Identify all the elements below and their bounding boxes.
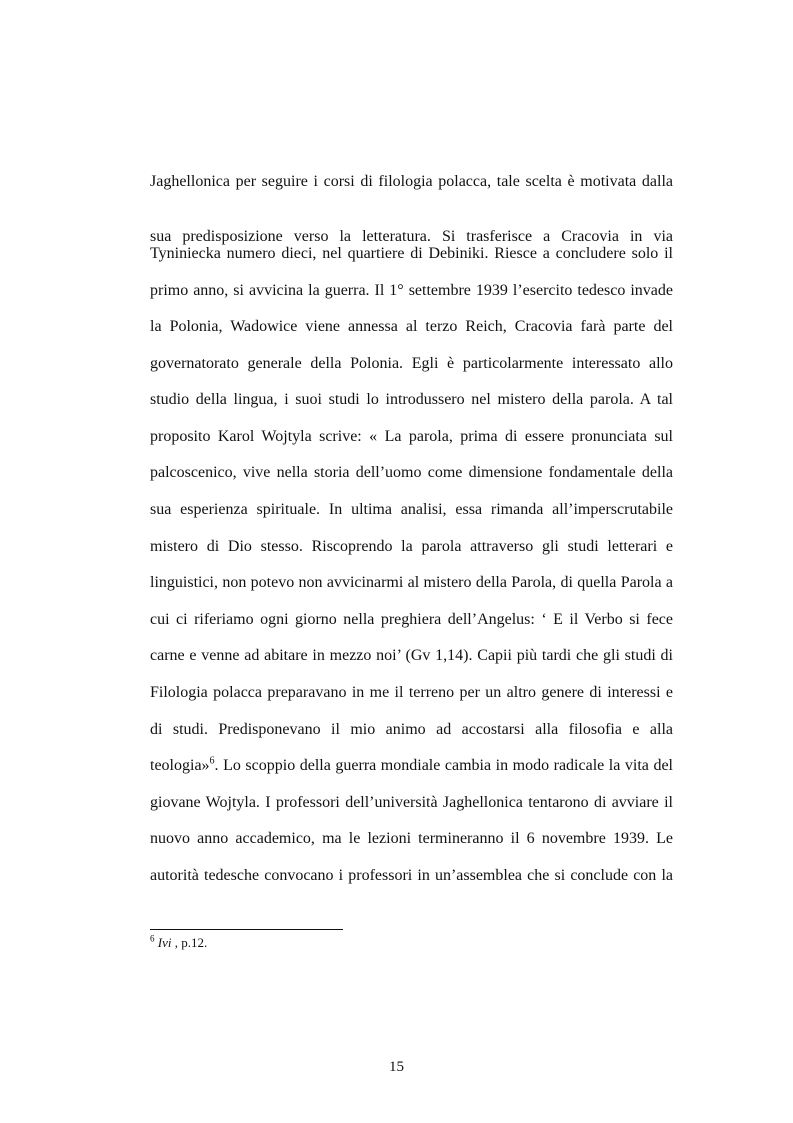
text-line: primo anno, si avvicina la guerra. Il 1° settembre 1939 l’esercito tedesco invade (150, 282, 673, 299)
text-line: governatorato generale della Polonia. Egli è particolarmente interessato allo (150, 355, 673, 372)
footnote-separator (150, 929, 343, 930)
page-number: 15 (389, 1059, 404, 1075)
footnote-text: , p.12. (171, 935, 208, 950)
text-line: cui ci riferiamo ogni giorno nella preghiera dell’Angelus: ‘ E il Verbo si fece (150, 611, 673, 628)
text-line: la Polonia, Wadowice viene annessa al terzo Reich, Cracovia farà parte del (150, 318, 673, 335)
text-line: Jaghellonica per seguire i corsi di filologia polacca, tale scelta è motivata dalla (150, 173, 673, 190)
footnote-reference: 6 (209, 755, 215, 767)
text-line: giovane Wojtyla. I professori dell’università Jaghellonica tentarono di avviare il (150, 794, 673, 811)
text-line: mistero di Dio stesso. Riscoprendo la parola attraverso gli studi letterari e (150, 538, 673, 555)
text-line-with-note-ref (150, 756, 673, 776)
text-line: di studi. Predisponevano il mio animo ad accostarsi alla filosofia e alla (150, 721, 673, 738)
footnote-italic: Ivi (157, 935, 172, 950)
footnote-number: 6 (150, 933, 155, 944)
text-line: nuovo anno accademico, ma le lezioni termineranno il 6 novembre 1939. Le (150, 830, 673, 847)
text-line: Filologia polacca preparavano in me il terreno per un altro genere di interessi e (150, 684, 673, 701)
text-line: carne e venne ad abitare in mezzo noi’ (Gv 1,14). Capii più tardi che gli studi di (150, 647, 673, 664)
text-line: studio della lingua, i suoi studi lo introdussero nel mistero della parola. A tal (150, 391, 673, 408)
text-line: autorità tedesche convocano i professori in un’assemblea che si conclude con la (150, 867, 673, 884)
text-line: palcoscenico, vive nella storia dell’uomo come dimensione fondamentale della (150, 464, 673, 481)
text-fragment: teologia» (150, 757, 210, 774)
text-line: Tyniniecka numero dieci, nel quartiere di Debiniki. Riesce a concludere solo il (150, 245, 673, 262)
footnote (150, 934, 207, 952)
text-line: proposito Karol Wojtyla scrive: « La parola, prima di essere pronunciata sul (150, 428, 673, 445)
text-line: sua esperienza spirituale. In ultima analisi, essa rimanda all’imperscrutabile (150, 501, 673, 518)
text-line: linguistici, non potevo non avvicinarmi al mistero della Parola, di quella Parola a (150, 574, 673, 591)
text-line: sua predisposizione verso la letteratura. Si trasferisce a Cracovia in via (150, 228, 673, 245)
text-fragment: . Lo scoppio della guerra mondiale cambia in modo radicale la vita del (214, 757, 673, 774)
